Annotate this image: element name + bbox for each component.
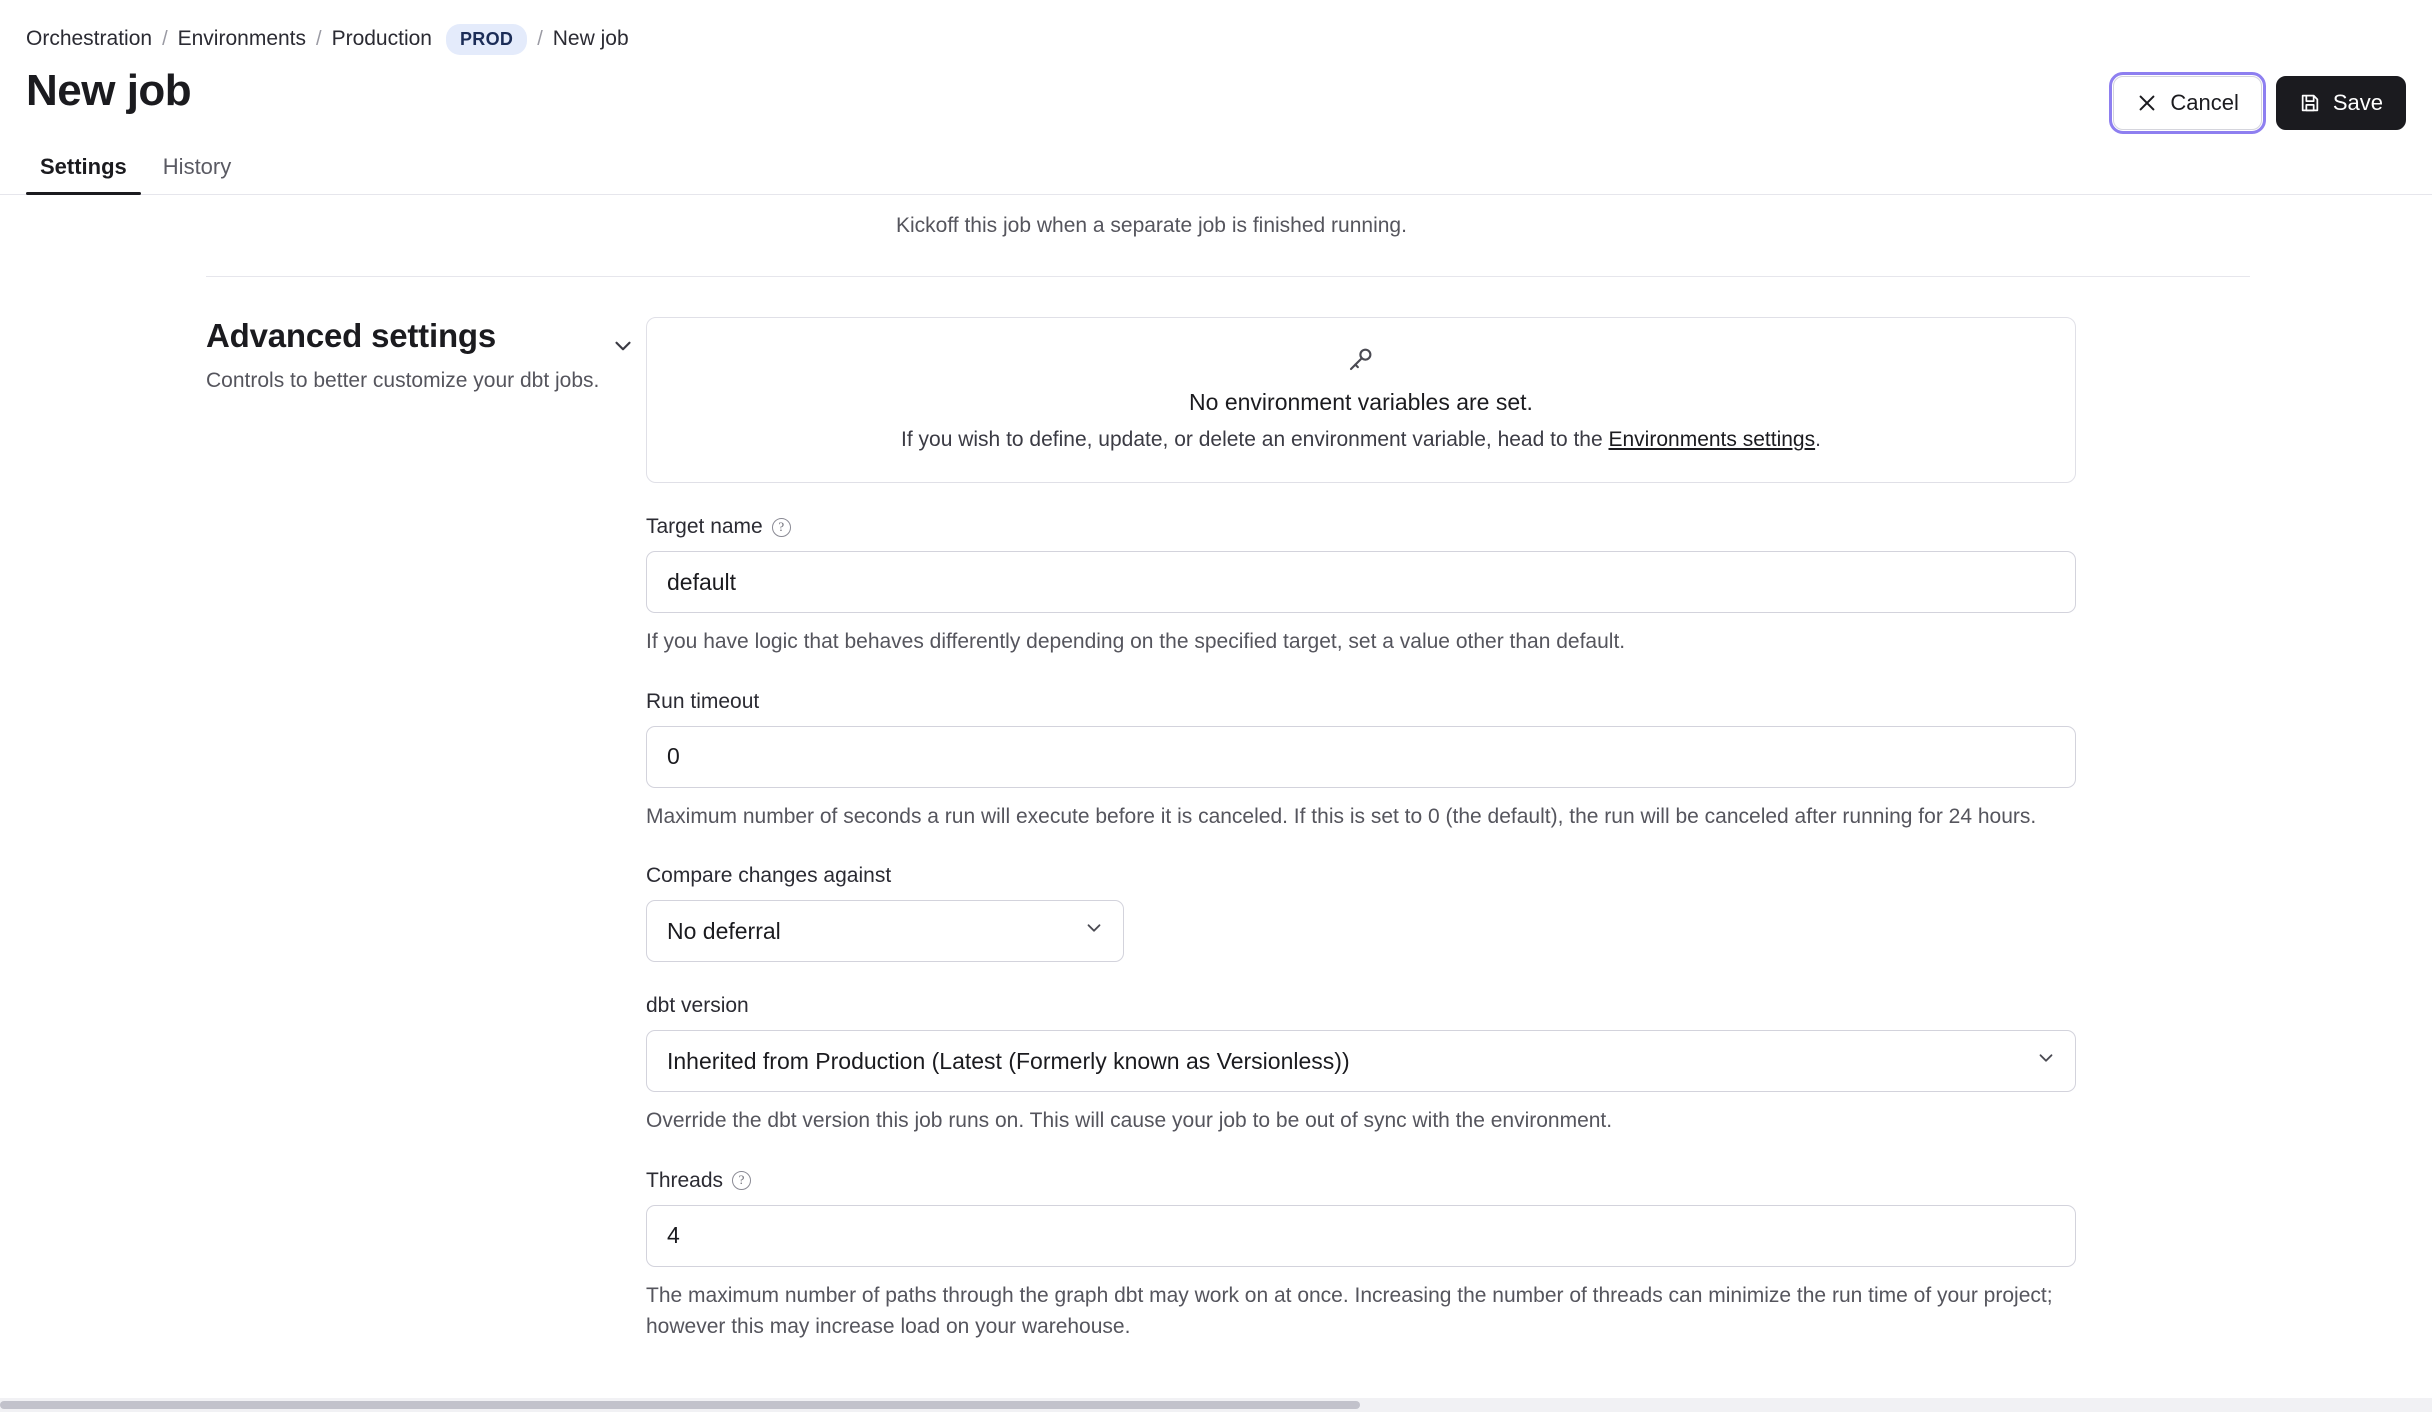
tab-history[interactable] [149, 148, 245, 194]
cancel-button[interactable] [2113, 76, 2261, 130]
compare-changes-field [646, 864, 2076, 962]
breadcrumb [0, 0, 2432, 56]
cancel-button-label: Cancel [2170, 90, 2239, 115]
env-vars-empty-suffix: . [1815, 428, 1821, 451]
scrollbar-thumb[interactable] [0, 1401, 1360, 1409]
dbt-version-label [646, 994, 2076, 1018]
threads-label-text: Threads [646, 1168, 724, 1192]
dbt-version-field [646, 994, 2076, 1137]
help-icon[interactable]: ? [772, 518, 791, 537]
environment-type-badge: PROD [446, 24, 527, 55]
environment-variables-empty-state [646, 317, 2076, 483]
run-timeout-label [646, 690, 2076, 714]
run-timeout-field [646, 690, 2076, 833]
target-name-label-text: Target name [646, 515, 763, 538]
key-icon [667, 344, 2055, 379]
run-timeout-hint: Maximum number of seconds a run will execute before it is canceled. If this is set to 0 (the default), the run will be canceled after running for 24 hours. [646, 804, 2037, 828]
tab-bar [0, 130, 2432, 195]
threads-input[interactable]: 4 [646, 1205, 2076, 1267]
chevron-down-icon [1083, 917, 1105, 945]
help-icon[interactable]: ? [732, 1171, 751, 1190]
page-header [0, 56, 2432, 130]
advanced-settings-subtitle: Controls to better customize your dbt jobs. [206, 369, 600, 392]
chevron-down-icon [2035, 1047, 2057, 1075]
breadcrumb-item-orchestration[interactable]: Orchestration [26, 27, 153, 50]
horizontal-scrollbar[interactable] [0, 1398, 2432, 1412]
chevron-down-icon[interactable] [610, 333, 636, 364]
save-button[interactable] [2276, 76, 2406, 130]
breadcrumb-separator: / [162, 27, 168, 50]
target-name-field [646, 515, 2076, 658]
target-name-input[interactable]: default [646, 551, 2076, 613]
env-vars-empty-title: No environment variables are set. [1189, 389, 1533, 415]
advanced-settings-section [26, 277, 2406, 1343]
advanced-settings-title: Advanced settings [206, 317, 497, 354]
compare-changes-label-text: Compare changes against [646, 864, 892, 887]
threads-hint: The maximum number of paths through the graph dbt may work on at once. Increasing the number of threads can minimize the run time of your project; however this may increase load on your warehouse. [646, 1283, 2053, 1338]
tab-settings-label: Settings [40, 154, 127, 179]
target-name-label [646, 515, 2076, 539]
save-button-label: Save [2332, 90, 2383, 115]
advanced-settings-heading-column [26, 317, 646, 1343]
run-timeout-label-text: Run timeout [646, 689, 760, 713]
dbt-version-selected-value: Inherited from Production (Latest (Formerly known as Versionless)) [667, 1047, 1350, 1074]
breadcrumb-item-production[interactable]: Production [331, 27, 432, 50]
environments-settings-link[interactable]: Environments settings [1608, 428, 1816, 451]
advanced-settings-fields-column [646, 317, 2076, 1343]
dbt-version-label-text: dbt version [646, 994, 749, 1017]
save-disk-icon [2299, 92, 2321, 114]
close-icon [2136, 92, 2158, 114]
breadcrumb-separator: / [316, 27, 322, 50]
dbt-version-hint: Override the dbt version this job runs on. This will cause your job to be out of sync with the environment. [646, 1109, 1613, 1132]
compare-changes-select[interactable] [646, 900, 1124, 962]
env-vars-empty-description [667, 428, 2055, 452]
threads-label [646, 1169, 2076, 1193]
tab-history-label: History [162, 154, 232, 179]
run-timeout-input[interactable]: 0 [646, 726, 2076, 788]
target-name-hint: If you have logic that behaves differently depending on the specified target, set a value other than default. [646, 630, 1626, 653]
breadcrumb-item-current: New job [552, 27, 629, 50]
breadcrumb-item-environments[interactable]: Environments [177, 27, 307, 50]
dbt-version-select[interactable] [646, 1030, 2076, 1092]
tab-settings[interactable] [26, 148, 141, 194]
compare-changes-selected-value: No deferral [667, 917, 781, 944]
header-actions [2113, 76, 2406, 130]
threads-field [646, 1169, 2076, 1343]
settings-scroll-region[interactable] [0, 210, 2432, 1398]
breadcrumb-separator: / [537, 27, 543, 50]
page-title: New job [26, 66, 192, 115]
triggers-help-text: Kickoff this job when a separate job is finished running. [896, 214, 1407, 237]
env-vars-empty-prefix: If you wish to define, update, or delete an environment variable, head to the [901, 428, 1609, 451]
compare-changes-label [646, 864, 2076, 888]
